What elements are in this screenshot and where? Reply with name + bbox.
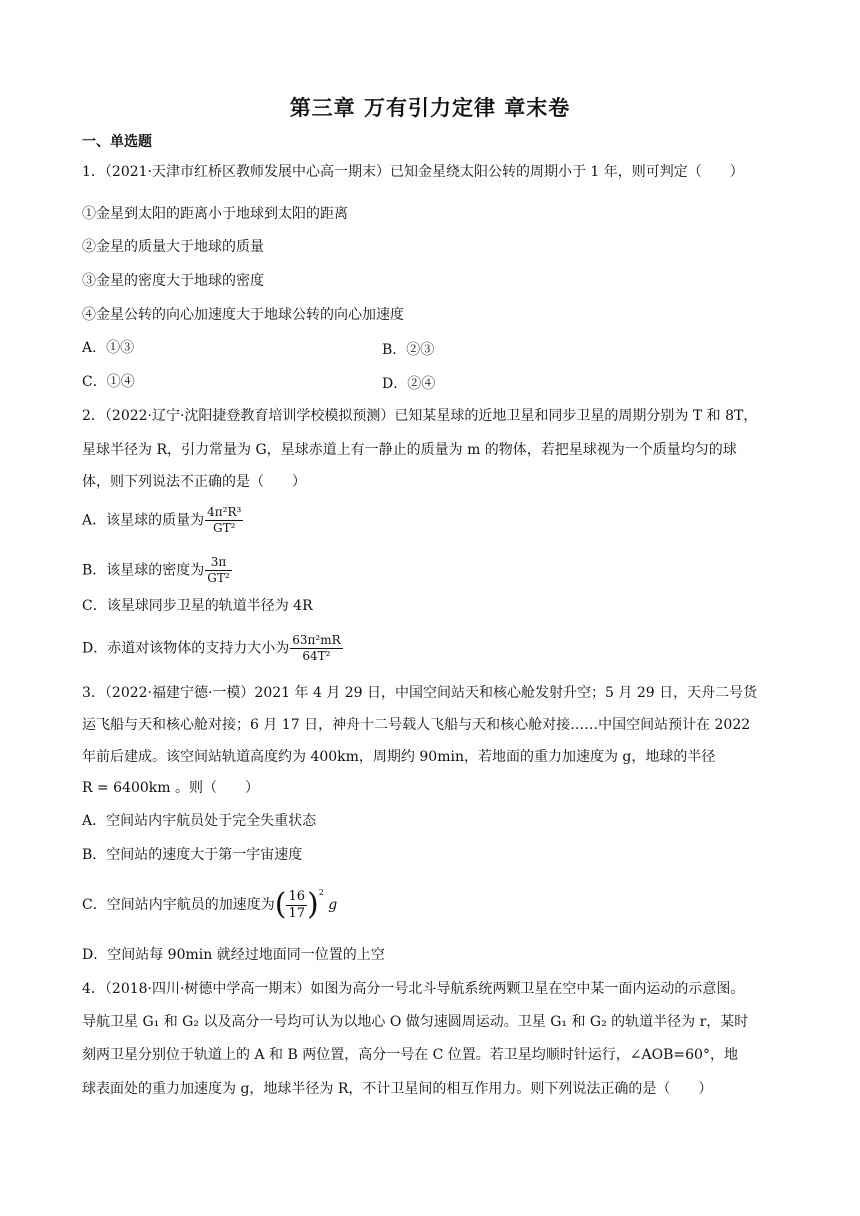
q1-statement-1: ①金星到太阳的距离小于地球到太阳的距离	[82, 206, 348, 222]
q1-statement-4: ④金星公转的向心加速度大于地球公转的向心加速度	[82, 307, 404, 323]
q4-stem-line-1: 4．（2018·四川·树德中学高一期末）如图为高分一号北斗导航系统两颗卫星在空中某一面内运动的示意图。	[82, 981, 745, 997]
q2-option-b-text: B．该星球的密度为	[82, 562, 205, 579]
q1-stem: 1．（2021·天津市红桥区教师发展中心高一期末）已知金星绕太阳公转的周期小于 1 年，则可判定（ ）	[82, 164, 744, 180]
q2-option-a[interactable]	[82, 505, 244, 536]
q2-stem-line-1: 2．（2022·辽宁·沈阳捷登教育培训学校模拟预测）已知某星球的近地卫星和同步卫星的周期分别为 T 和 8T，	[82, 408, 758, 424]
q1-option-a[interactable]: A．①③	[82, 340, 135, 356]
q3-stem-line-3: 年前后建成。该空间站轨道高度约为 400km，周期约 90min，若地面的重力加速度为 g，地球的半径	[82, 749, 716, 765]
q2-option-c[interactable]: C．该星球同步卫星的轨道半径为 4R	[82, 598, 313, 614]
q1-statement-3: ③金星的密度大于地球的密度	[82, 273, 264, 289]
gravity-symbol: g	[328, 897, 338, 913]
q2-stem-line-3: 体，则下列说法不正确的是（ ）	[82, 474, 306, 490]
q2-option-a-text: A．该星球的质量为	[82, 512, 205, 529]
q1-option-d[interactable]: D．②④	[382, 376, 436, 392]
q3-option-c-formula: $\frac{16}{17}$	[288, 888, 305, 921]
q3-stem-line-1: 3．（2022·福建宁德·一模）2021 年 4 月 29 日，中国空间站天和核心舱发射升空；5 月 29 日，天舟二号货	[82, 685, 758, 701]
q3-stem-line-2: 运飞船与天和核心舱对接；6 月 17 日，神舟十二号载人飞船与天和核心舱对接……中国空间站预计在 2022	[82, 717, 751, 733]
q3-option-c-text: C．空间站内宇航员的加速度为	[82, 897, 275, 913]
exponent: 2	[318, 888, 324, 897]
q1-option-b[interactable]: B．②③	[382, 342, 435, 358]
right-paren: )	[306, 887, 319, 922]
q2-option-b[interactable]	[82, 555, 233, 586]
q2-option-d-text: D．赤道对该物体的支持力大小为	[82, 640, 290, 657]
section-heading: 一、单选题	[82, 134, 152, 150]
q2-stem-line-2: 星球半径为 R，引力常量为 G，星球赤道上有一静止的质量为 m 的物体，若把星球视为一个质量均匀的球	[82, 442, 737, 458]
page-title: 第三章 万有引力定律 章末卷	[289, 96, 571, 120]
q3-option-a[interactable]: A．空间站内宇航员处于完全失重状态	[82, 813, 317, 829]
q4-stem-line-3: 刻两卫星分别位于轨道上的 A 和 B 两位置，高分一号在 C 位置。若卫星均顺时针运行，∠AOB=60°，地	[82, 1047, 738, 1063]
q3-option-d[interactable]: D．空间站每 90min 就经过地面同一位置的上空	[82, 947, 385, 963]
q3-option-b[interactable]: B．空间站的速度大于第一宇宙速度	[82, 847, 303, 863]
q4-stem-line-4: 球表面处的重力加速度为 g，地球半径为 R，不计卫星间的相互作用力。则下列说法正确的是（ ）	[82, 1081, 713, 1097]
q2-option-a-formula: $\frac{\text{4π²R³}}{\text{GT²}}$	[207, 505, 242, 535]
q2-option-b-formula: $\frac{3\pi}{\text{GT²}}$	[207, 555, 230, 585]
q1-option-c[interactable]: C．①④	[82, 374, 135, 390]
q4-stem-line-2: 导航卫星 G₁ 和 G₂ 以及高分一号均可认为以地心 O 做匀速圆周运动。卫星 G₁ 和 G₂ 的轨道半径为 r，某时	[82, 1014, 749, 1030]
q1-statement-2: ②金星的质量大于地球的质量	[82, 239, 264, 255]
q2-option-d[interactable]	[82, 633, 344, 664]
q3-option-c[interactable]	[82, 884, 337, 922]
q3-stem-line-4: R = 6400km 。则（ ）	[82, 780, 260, 796]
q2-option-d-formula: $\frac{\text{63π²mR}}{\text{64T²}}$	[292, 633, 341, 663]
left-paren: (	[274, 887, 287, 922]
